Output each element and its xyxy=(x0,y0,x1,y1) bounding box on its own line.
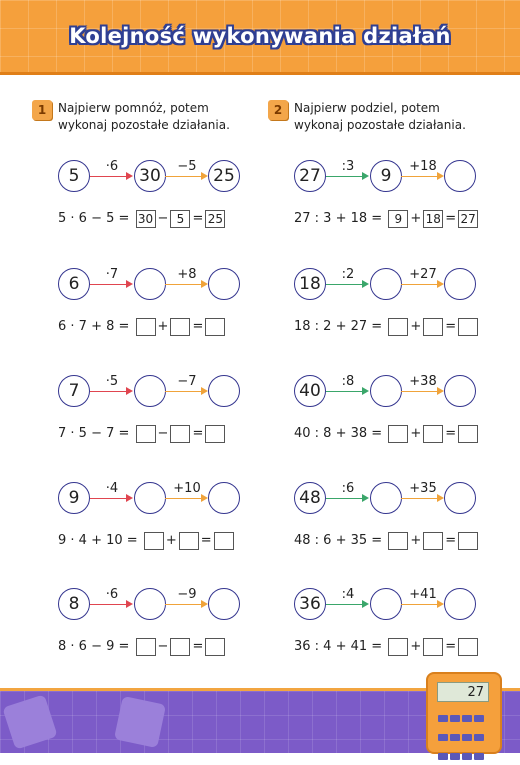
operation-label: −9 xyxy=(177,587,197,602)
answer-box[interactable] xyxy=(205,425,225,443)
answer-circle[interactable] xyxy=(370,268,402,300)
answer-circle[interactable] xyxy=(134,588,166,620)
answer-circle[interactable]: 30 xyxy=(134,160,166,192)
equation-operator: + xyxy=(410,533,422,548)
instruction-line: Najpierw pomnóż, potem xyxy=(58,101,209,115)
calculator-keys xyxy=(437,708,491,765)
arrow-head-icon xyxy=(437,600,444,608)
operation-label: :8 xyxy=(341,374,355,389)
answer-box[interactable] xyxy=(205,638,225,656)
arrow-line xyxy=(90,284,128,285)
arrow-line xyxy=(326,176,364,177)
operation-arrow xyxy=(326,588,370,621)
answer-box[interactable] xyxy=(458,532,478,550)
operation-label: ·4 xyxy=(105,481,119,496)
equation xyxy=(294,209,480,229)
answer-circle[interactable] xyxy=(444,268,476,300)
operation-arrow xyxy=(326,268,370,301)
equation-operator: = xyxy=(445,319,457,334)
equation-text: 48 : 6 + 35 = xyxy=(294,533,383,548)
answer-box[interactable] xyxy=(388,425,408,443)
answer-circle[interactable] xyxy=(134,268,166,300)
start-number-circle: 48 xyxy=(294,482,326,514)
page-number: 27 xyxy=(437,682,489,702)
exercise-row xyxy=(268,588,513,668)
operation-arrow xyxy=(90,482,134,515)
instruction-text xyxy=(294,100,466,134)
arrow-line xyxy=(326,498,364,499)
equation xyxy=(294,424,480,444)
answer-box[interactable] xyxy=(170,425,190,443)
answer-circle[interactable]: 25 xyxy=(208,160,240,192)
decorative-key-shape xyxy=(114,696,166,748)
start-number-circle: 27 xyxy=(294,160,326,192)
answer-box[interactable] xyxy=(205,318,225,336)
answer-box[interactable] xyxy=(214,532,234,550)
equation-text: 5 · 6 − 5 = xyxy=(58,211,130,226)
answer-box[interactable] xyxy=(388,638,408,656)
exercise-column-2 xyxy=(268,98,513,654)
answer-circle[interactable] xyxy=(208,482,240,514)
equation-text: 40 : 8 + 38 = xyxy=(294,426,383,441)
equation-text: 36 : 4 + 41 = xyxy=(294,639,383,654)
exercise-row xyxy=(32,588,277,668)
equation xyxy=(294,637,480,657)
equation-operator: = xyxy=(445,426,457,441)
start-number-circle: 7 xyxy=(58,375,90,407)
equation-text: 27 : 3 + 18 = xyxy=(294,211,383,226)
calculator-illustration xyxy=(426,672,502,754)
exercise-row xyxy=(32,268,277,348)
answer-circle[interactable] xyxy=(370,482,402,514)
operation-label: :3 xyxy=(341,159,355,174)
operation-label: +38 xyxy=(409,374,437,389)
equation xyxy=(294,531,480,551)
arrow-head-icon xyxy=(362,172,369,180)
equation-operator: = xyxy=(192,639,204,654)
equation-text: 7 · 5 − 7 = xyxy=(58,426,130,441)
page-title: Kolejność wykonywania działań xyxy=(69,24,451,48)
arrow-head-icon xyxy=(126,172,133,180)
arrow-line xyxy=(90,176,128,177)
operation-arrow xyxy=(401,375,445,408)
equation-operator: + xyxy=(410,319,422,334)
answer-box[interactable] xyxy=(458,318,478,336)
arrow-line xyxy=(326,604,364,605)
answer-box[interactable] xyxy=(423,532,443,550)
operation-label: :4 xyxy=(341,587,355,602)
arrow-head-icon xyxy=(201,172,208,180)
arrow-head-icon xyxy=(126,600,133,608)
equation-operator: − xyxy=(157,211,169,226)
arrow-line xyxy=(401,284,439,285)
operation-label: ·5 xyxy=(105,374,119,389)
start-number-circle: 40 xyxy=(294,375,326,407)
equation-operator: + xyxy=(165,533,177,548)
operation-arrow xyxy=(326,482,370,515)
arrow-head-icon xyxy=(437,494,444,502)
arrow-head-icon xyxy=(362,387,369,395)
answer-box[interactable] xyxy=(136,638,156,656)
arrow-head-icon xyxy=(437,280,444,288)
exercise-row xyxy=(32,375,277,455)
answer-box[interactable]: 27 xyxy=(458,210,478,228)
answer-box[interactable]: 25 xyxy=(205,210,225,228)
instruction-1 xyxy=(32,98,277,138)
operation-label: ·6 xyxy=(105,159,119,174)
answer-box[interactable]: 5 xyxy=(170,210,190,228)
exercise-row xyxy=(268,482,513,562)
operation-label: :2 xyxy=(341,267,355,282)
answer-circle[interactable] xyxy=(444,588,476,620)
instruction-line: wykonaj pozostałe działania. xyxy=(58,118,230,132)
exercise-column-1 xyxy=(32,98,277,654)
answer-box[interactable] xyxy=(423,638,443,656)
equation-operator: + xyxy=(410,639,422,654)
instruction-line: Najpierw podziel, potem xyxy=(294,101,440,115)
equation xyxy=(58,424,227,444)
answer-circle[interactable] xyxy=(134,375,166,407)
answer-box[interactable] xyxy=(136,318,156,336)
operation-arrow xyxy=(326,375,370,408)
arrow-line xyxy=(401,391,439,392)
answer-box[interactable]: 18 xyxy=(423,210,443,228)
equation-text: 9 · 4 + 10 = xyxy=(58,533,138,548)
start-number-circle: 36 xyxy=(294,588,326,620)
arrow-line xyxy=(165,284,203,285)
arrow-line xyxy=(326,391,364,392)
start-number-circle: 5 xyxy=(58,160,90,192)
operation-label: +8 xyxy=(177,267,197,282)
operation-arrow xyxy=(165,268,209,301)
answer-box[interactable] xyxy=(388,318,408,336)
answer-box[interactable] xyxy=(458,425,478,443)
answer-box[interactable] xyxy=(179,532,199,550)
equation-operator: = xyxy=(192,211,204,226)
instruction-line: wykonaj pozostałe działania. xyxy=(294,118,466,132)
equation-operator: = xyxy=(445,211,457,226)
task-number-badge: 2 xyxy=(268,100,288,120)
equation-text: 8 · 6 − 9 = xyxy=(58,639,130,654)
equation-operator: + xyxy=(410,211,422,226)
arrow-line xyxy=(165,604,203,605)
answer-circle[interactable]: 9 xyxy=(370,160,402,192)
answer-box[interactable] xyxy=(388,532,408,550)
equation-operator: = xyxy=(192,319,204,334)
arrow-head-icon xyxy=(362,280,369,288)
arrow-line xyxy=(165,176,203,177)
operation-arrow xyxy=(90,375,134,408)
equation-operator: + xyxy=(410,426,422,441)
arrow-line xyxy=(90,498,128,499)
operation-label: :6 xyxy=(341,481,355,496)
exercise-row xyxy=(32,160,277,240)
start-number-circle: 6 xyxy=(58,268,90,300)
start-number-circle: 9 xyxy=(58,482,90,514)
operation-label: +27 xyxy=(409,267,437,282)
operation-arrow xyxy=(90,268,134,301)
answer-box[interactable] xyxy=(170,318,190,336)
operation-label: ·7 xyxy=(105,267,119,282)
arrow-line xyxy=(401,604,439,605)
header-banner xyxy=(0,0,520,75)
answer-circle[interactable] xyxy=(370,588,402,620)
arrow-line xyxy=(401,176,439,177)
exercise-row xyxy=(268,375,513,455)
equation-operator: − xyxy=(157,426,169,441)
exercise-row xyxy=(32,482,277,562)
equation-operator: = xyxy=(445,533,457,548)
arrow-line xyxy=(90,391,128,392)
equation xyxy=(58,209,227,229)
operation-arrow xyxy=(165,588,209,621)
operation-label: −5 xyxy=(177,159,197,174)
operation-arrow xyxy=(165,375,209,408)
operation-label: +35 xyxy=(409,481,437,496)
arrow-head-icon xyxy=(201,494,208,502)
answer-circle[interactable] xyxy=(208,268,240,300)
arrow-head-icon xyxy=(126,280,133,288)
operation-arrow xyxy=(401,482,445,515)
answer-box[interactable] xyxy=(423,425,443,443)
arrow-line xyxy=(326,284,364,285)
equation xyxy=(58,637,227,657)
operation-label: +18 xyxy=(409,159,437,174)
operation-arrow xyxy=(90,160,134,193)
equation-operator: = xyxy=(192,426,204,441)
answer-circle[interactable] xyxy=(208,375,240,407)
answer-box[interactable] xyxy=(136,425,156,443)
arrow-head-icon xyxy=(126,387,133,395)
equation-text: 18 : 2 + 27 = xyxy=(294,319,383,334)
equation-operator: = xyxy=(445,639,457,654)
answer-circle[interactable] xyxy=(208,588,240,620)
arrow-line xyxy=(165,498,203,499)
answer-circle[interactable] xyxy=(444,160,476,192)
equation-operator: + xyxy=(157,319,169,334)
arrow-head-icon xyxy=(437,387,444,395)
operation-arrow xyxy=(401,268,445,301)
start-number-circle: 8 xyxy=(58,588,90,620)
answer-box[interactable] xyxy=(170,638,190,656)
equation xyxy=(294,317,480,337)
equation-text: 6 · 7 + 8 = xyxy=(58,319,130,334)
operation-arrow xyxy=(401,160,445,193)
operation-label: ·6 xyxy=(105,587,119,602)
arrow-head-icon xyxy=(201,387,208,395)
answer-box[interactable]: 30 xyxy=(136,210,156,228)
equation xyxy=(58,317,227,337)
exercise-row xyxy=(268,160,513,240)
exercise-row xyxy=(268,268,513,348)
operation-arrow xyxy=(401,588,445,621)
operation-arrow xyxy=(165,160,209,193)
arrow-line xyxy=(90,604,128,605)
answer-box[interactable]: 9 xyxy=(388,210,408,228)
instruction-text xyxy=(58,100,230,134)
operation-label: +41 xyxy=(409,587,437,602)
arrow-line xyxy=(401,498,439,499)
task-number-badge: 1 xyxy=(32,100,52,120)
equation-operator: = xyxy=(200,533,212,548)
arrow-head-icon xyxy=(201,280,208,288)
equation xyxy=(58,531,236,551)
answer-box[interactable] xyxy=(458,638,478,656)
instruction-2 xyxy=(268,98,513,138)
answer-box[interactable] xyxy=(144,532,164,550)
answer-circle[interactable] xyxy=(370,375,402,407)
arrow-head-icon xyxy=(437,172,444,180)
arrow-line xyxy=(165,391,203,392)
operation-label: +10 xyxy=(173,481,201,496)
answer-circle[interactable] xyxy=(134,482,166,514)
answer-circle[interactable] xyxy=(444,375,476,407)
answer-circle[interactable] xyxy=(444,482,476,514)
arrow-head-icon xyxy=(126,494,133,502)
operation-arrow xyxy=(90,588,134,621)
operation-arrow xyxy=(165,482,209,515)
equation-operator: − xyxy=(157,639,169,654)
arrow-head-icon xyxy=(362,494,369,502)
arrow-head-icon xyxy=(362,600,369,608)
operation-label: −7 xyxy=(177,374,197,389)
start-number-circle: 18 xyxy=(294,268,326,300)
operation-arrow xyxy=(326,160,370,193)
arrow-head-icon xyxy=(201,600,208,608)
answer-box[interactable] xyxy=(423,318,443,336)
